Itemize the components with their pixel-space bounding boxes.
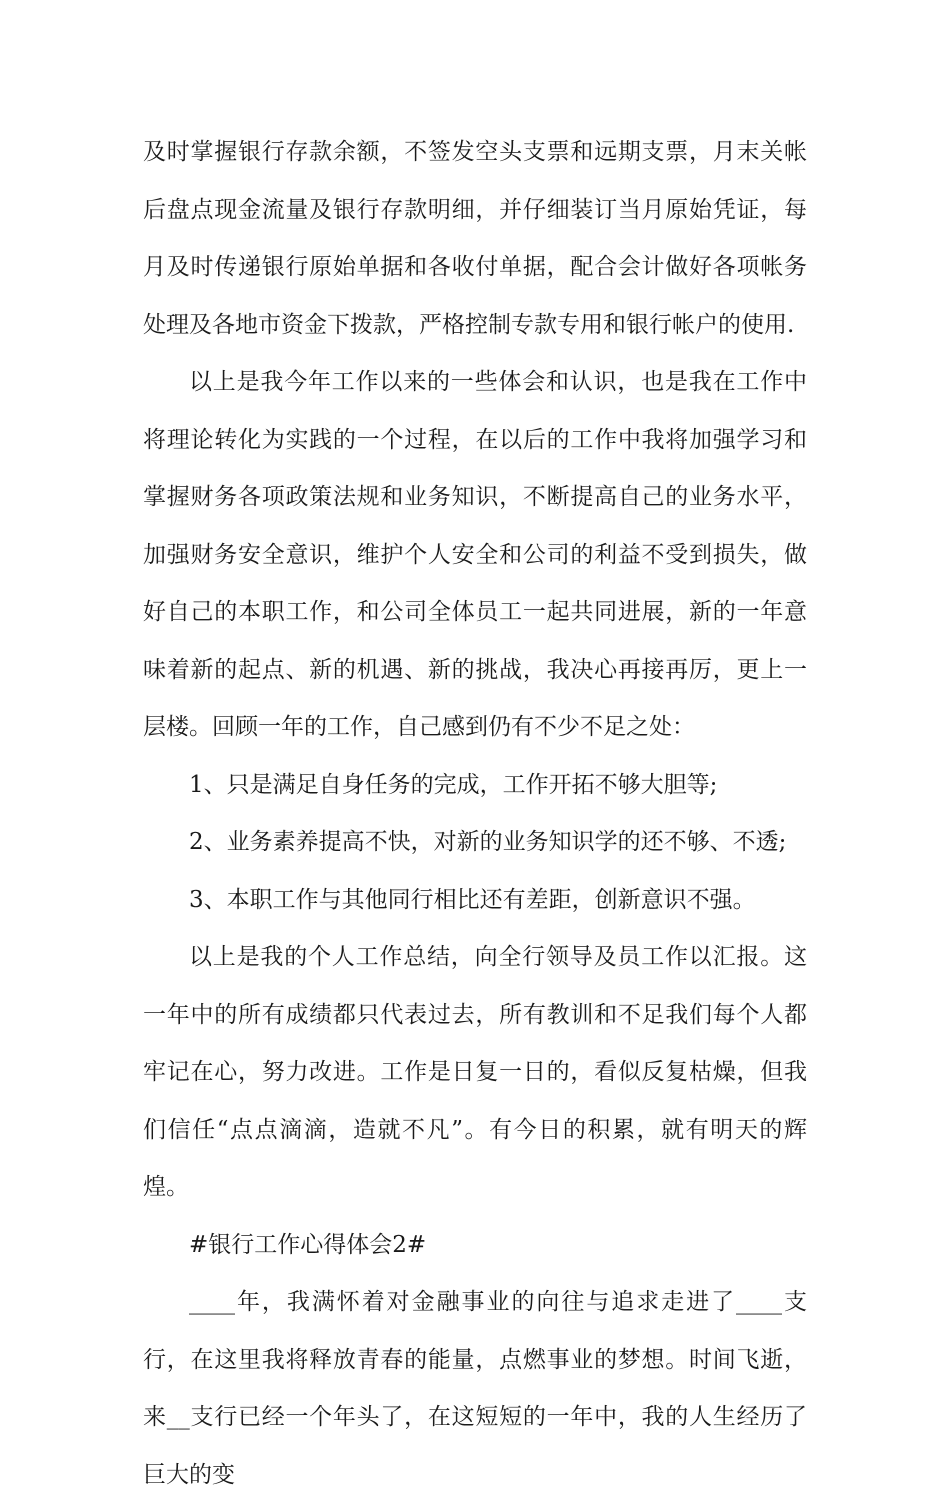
paragraph-reflection: 以上是我今年工作以来的一些体会和认识，也是我在工作中将理论转化为实践的一个过程，在以后的工作中我将加强学习和掌握财务各项政策法规和业务知识，不断提高自己的业务水平，加强财务安全意识，维护个人安全和公司的利益不受到损失，做好自己的本职工作，和公司全体员工一起共同进展，新的一年意味着新的起点、新的机遇、新的挑战，我决心再接再厉，更上一层楼。回顾一年的工作，自己感到仍有不少不足之处： — [143, 369, 807, 740]
list-item-1: 1、只是满足自身任务的完成，工作开拓不够大胆等; — [189, 771, 718, 798]
list-item-3: 3、本职工作与其他同行相比还有差距，创新意识不强。 — [189, 886, 756, 913]
paragraph-summary: 以上是我的个人工作总结，向全行领导及员工作以汇报。这一年中的所有成绩都只代表过去，所有教训和不足我们每个人都牢记在心，努力改进。工作是日复一日的，看似反复枯燥，但我们信任“点点滴滴，造就不凡”。有今日的积累，就有明天的辉煌。 — [143, 944, 807, 1200]
paragraph-continued: 及时掌握银行存款余额，不签发空头支票和远期支票，月末关帐后盘点现金流量及银行存款明细，并仔细装订当月原始凭证，每月及时传递银行原始单据和各收付单据，配合会计做好各项帐务处理及各地市资金下拨款，严格控制专款专用和银行帐户的使用. — [143, 139, 807, 338]
document-page — [143, 124, 807, 1504]
paragraph-intro: ____年，我满怀着对金融事业的向往与追求走进了____支行，在这里我将释放青春的能量，点燃事业的梦想。时间飞逝，来__支行已经一个年头了，在这短短的一年中，我的人生经历了巨大的变 — [143, 1289, 807, 1488]
section-heading: #银行工作心得体会2# — [189, 1231, 427, 1258]
list-item-2: 2、业务素养提高不快，对新的业务知识学的还不够、不透; — [189, 829, 787, 855]
